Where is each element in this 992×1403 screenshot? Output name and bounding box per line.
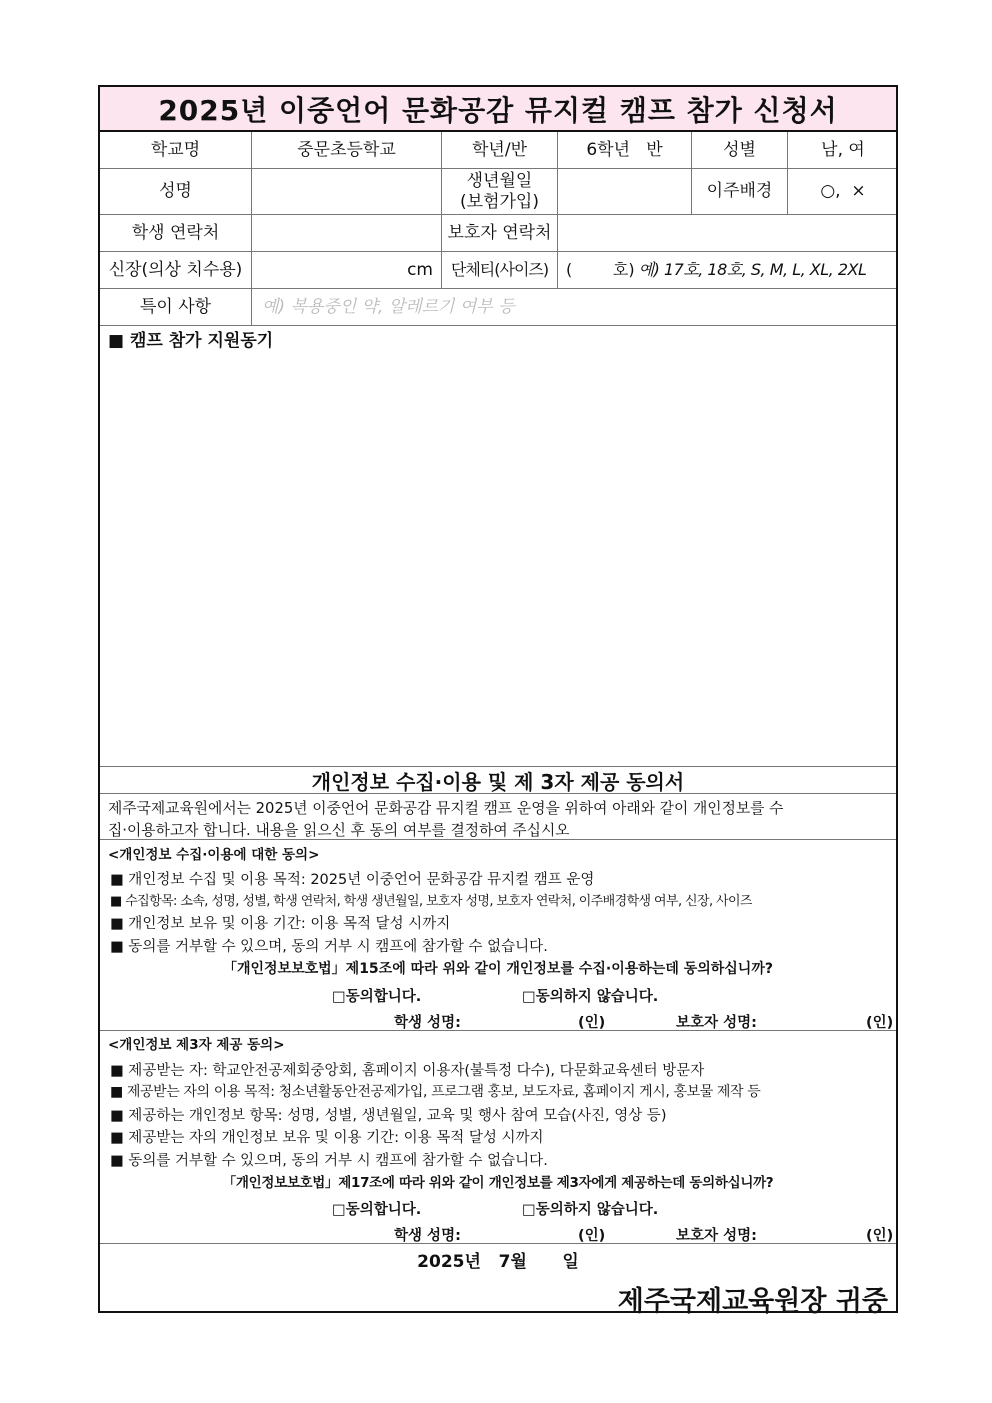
row-name	[100, 169, 896, 215]
height-unit: cm	[407, 259, 433, 280]
grade-label: 학년/반	[442, 132, 558, 168]
name-label: 성명	[100, 169, 252, 214]
section1-guardian-sign-label: 보호자 성명:	[676, 1015, 757, 1031]
gender-value[interactable]: 남, 여	[821, 139, 865, 160]
section2-disagree-checkbox[interactable]: □동의하지 않습니다.	[522, 1202, 659, 1218]
intro-line-2: 집·이용하고자 합니다. 내용을 읽으신 후 동의 여부를 결정하여 주십시오	[108, 822, 570, 839]
section2-guardian-sign-label: 보호자 성명:	[676, 1228, 757, 1244]
section1-item: ■ 수집항목: 소속, 성명, 성별, 학생 연락처, 학생 생년월일, 보호자 성명, 보호자 연락처, 이주배경학생 여부, 신장, 사이즈	[110, 894, 752, 909]
section1-student-sign-label: 학생 성명:	[394, 1015, 461, 1031]
row-notes	[100, 289, 896, 326]
tshirt-field[interactable]	[558, 252, 898, 288]
section2-item: ■ 제공하는 개인정보 항목: 성명, 성별, 생년월일, 교육 및 행사 참여 모습(사진, 영상 등)	[110, 1108, 667, 1124]
notes-label: 특이 사항	[100, 289, 252, 325]
birth-label	[442, 169, 558, 214]
migration-value[interactable]: ○, ×	[820, 181, 866, 202]
section1-question: 「개인정보보호법」제15조에 따라 위와 같이 개인정보를 수집·이용하는데 동의하십니까?	[223, 961, 773, 977]
section1-agree-checkbox[interactable]: □동의합니다.	[332, 989, 422, 1005]
birth-field[interactable]	[558, 169, 692, 214]
school-value[interactable]: 중문초등학교	[252, 132, 442, 168]
student-contact-field[interactable]	[252, 215, 442, 251]
name-field[interactable]	[252, 169, 442, 214]
section2-student-seal[interactable]: (인)	[578, 1228, 606, 1244]
section2-question: 「개인정보보호법」제17조에 따라 위와 같이 개인정보를 제3자에게 제공하는데 동의하십니까?	[222, 1175, 774, 1191]
section2-student-sign-label: 학생 성명:	[394, 1228, 461, 1244]
section1-guardian-seal[interactable]: (인)	[866, 1015, 894, 1031]
form-title: 2025년 이중언어 문화공감 뮤지컬 캠프 참가 신청서	[100, 87, 896, 132]
row-school	[100, 132, 896, 169]
height-field[interactable]	[252, 252, 442, 288]
tshirt-prefix: ( 호)	[566, 260, 635, 280]
migration-label: 이주배경	[692, 169, 788, 214]
section1-item: ■ 동의를 거부할 수 있으며, 동의 거부 시 캠프에 참가할 수 없습니다.	[110, 939, 548, 955]
gender-label: 성별	[692, 132, 788, 168]
form-recipient: 제주국제교육원장 귀중	[617, 1286, 888, 1317]
consent-section-collection	[100, 840, 896, 1031]
row-size	[100, 252, 896, 289]
form-date[interactable]: 2025년 7월 일	[417, 1252, 579, 1272]
tshirt-label: 단체티(사이즈)	[442, 252, 558, 288]
birth-label-line2: (보험가입)	[460, 191, 539, 212]
privacy-heading: 개인정보 수집·이용 및 제 3자 제공 동의서	[100, 767, 896, 794]
section1-item: ■ 개인정보 수집 및 이용 목적: 2025년 이중언어 문화공감 뮤지컬 캠프 운영	[110, 872, 595, 888]
school-label: 학교명	[100, 132, 252, 168]
privacy-intro	[100, 794, 896, 840]
section2-item: ■ 제공받는 자의 이용 목적: 청소년활동안전공제가입, 프로그램 홍보, 보도자료, 홈페이지 게시, 홍보물 제작 등	[110, 1084, 761, 1100]
birth-label-line1: 생년월일	[466, 171, 533, 192]
motivation-section[interactable]	[100, 326, 896, 767]
notes-field[interactable]: 예) 복용중인 약, 알레르기 여부 등	[262, 296, 515, 317]
section1-title: <개인정보 수집·이용에 대한 동의>	[108, 847, 320, 863]
guardian-contact-field[interactable]	[558, 215, 898, 251]
section2-item: ■ 제공받는 자: 학교안전공제회중앙회, 홈페이지 이용자(불특정 다수), 다문화교육센터 방문자	[110, 1063, 705, 1079]
intro-line-1: 제주국제교육원에서는 2025년 이중언어 문화공감 뮤지컬 캠프 운영을 위하여 아래와 같이 개인정보를 수	[108, 800, 784, 817]
section1-student-seal[interactable]: (인)	[578, 1015, 606, 1031]
student-contact-label: 학생 연락처	[100, 215, 252, 251]
section2-agree-checkbox[interactable]: □동의합니다.	[332, 1202, 422, 1218]
height-label: 신장(의상 치수용)	[100, 252, 252, 288]
section1-item: ■ 개인정보 보유 및 이용 기간: 이용 목적 달성 시까지	[110, 916, 451, 932]
tshirt-example: 예) 17호, 18호, S, M, L, XL, 2XL	[638, 260, 867, 280]
guardian-contact-label: 보호자 연락처	[442, 215, 558, 251]
section2-guardian-seal[interactable]: (인)	[866, 1228, 894, 1244]
grade-value[interactable]: 6학년 반	[558, 132, 692, 168]
section2-item: ■ 제공받는 자의 개인정보 보유 및 이용 기간: 이용 목적 달성 시까지	[110, 1130, 544, 1146]
section2-item: ■ 동의를 거부할 수 있으며, 동의 거부 시 캠프에 참가할 수 없습니다.	[110, 1153, 548, 1169]
consent-section-third-party	[100, 1031, 896, 1244]
motivation-heading: ■ 캠프 참가 지원동기	[108, 331, 274, 351]
row-contact	[100, 215, 896, 252]
application-form	[98, 85, 898, 1317]
section1-disagree-checkbox[interactable]: □동의하지 않습니다.	[522, 989, 659, 1005]
section2-title: <개인정보 제3자 제공 동의>	[108, 1037, 285, 1053]
